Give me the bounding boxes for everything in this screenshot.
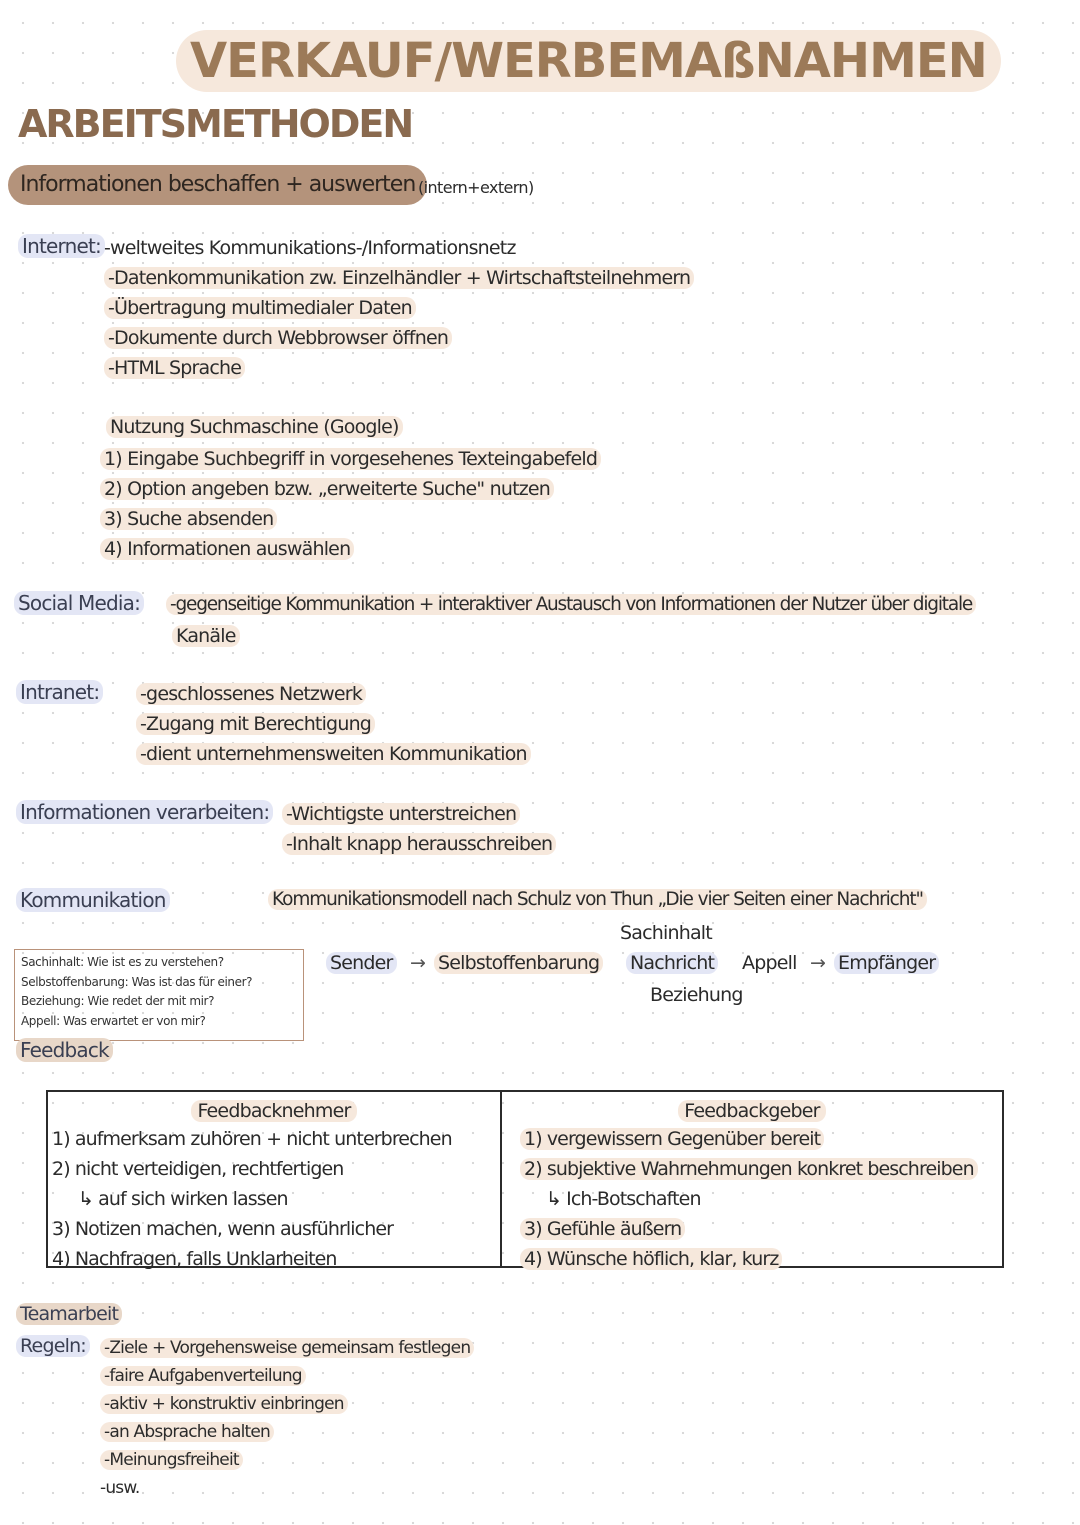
list-item-text: 1) Eingabe Suchbegriff in vorgesehenes Texteingabefeld [100, 448, 601, 470]
model-receiver [834, 948, 939, 978]
internet-list [104, 233, 694, 383]
list-item [100, 1362, 474, 1390]
intranet-label [16, 680, 103, 704]
list-item [100, 534, 601, 564]
rules-label-text: Regeln: [16, 1335, 90, 1357]
intranet-label-text: Intranet: [16, 680, 103, 704]
social-media-label [14, 591, 144, 615]
rules-label [16, 1335, 90, 1357]
info-banner: Informationen beschaffen + auswerten [8, 165, 427, 205]
list-item-text: 4) Informationen auswählen [100, 538, 354, 560]
table-row-text: 3) Gefühle äußern [520, 1218, 685, 1240]
table-row: 2) nicht verteidigen, rechtfertigen [52, 1158, 344, 1180]
tip-line: Sachinhalt: Wie ist es zu verstehen? [21, 955, 224, 969]
table-row: ↳ Ich-Botschaften [546, 1188, 701, 1210]
table-row [502, 1244, 1002, 1274]
list-item-text: -Meinungsfreiheit [100, 1450, 243, 1470]
list-item [100, 1334, 474, 1362]
social-media-label-text: Social Media: [14, 591, 144, 615]
search-heading [106, 412, 403, 442]
communication-label [16, 888, 170, 912]
model-self-revelation [434, 948, 603, 978]
list-item-text: -dient unternehmensweiten Kommunikation [136, 743, 531, 765]
list-item [136, 709, 531, 739]
list-item [136, 679, 531, 709]
internet-label [18, 234, 105, 258]
list-item [100, 1446, 474, 1474]
list-item-text: -Zugang mit Berechtigung [136, 713, 375, 735]
model-receiver-text: Empfänger [834, 952, 939, 974]
processing-label-text: Informationen verarbeiten: [16, 800, 273, 824]
tip-line: Beziehung: Wie redet der mit mir? [21, 994, 215, 1008]
list-item: -weltweites Kommunikations-/Informationsnetz [104, 237, 516, 259]
table-row: 1) aufmerksam zuhören + nicht unterbrechen [52, 1128, 452, 1150]
info-banner-note: (intern+extern) [418, 178, 534, 197]
feedback-label-text: Feedback [16, 1038, 113, 1062]
internet-label-text: Internet: [18, 234, 105, 258]
list-item [100, 1390, 474, 1418]
list-item-text: -an Absprache halten [100, 1422, 274, 1442]
feedback-table [46, 1090, 1004, 1268]
list-item-text: -Datenkommunikation zw. Einzelhändler + Wirtschaftsteilnehmern [104, 267, 694, 289]
model-message-text: Nachricht [626, 952, 718, 974]
list-item [136, 739, 531, 769]
table-row: 3) Notizen machen, wenn ausführlicher [52, 1218, 394, 1240]
table-row [502, 1214, 1002, 1244]
model-factual: Sachinhalt [620, 922, 712, 944]
list-item-text: -HTML Sprache [104, 357, 245, 379]
list-item-text: -Ziele + Vorgehensweise gemeinsam festlegen [100, 1338, 474, 1358]
list-item [104, 263, 694, 293]
table-row-text: 2) subjektive Wahrnehmungen konkret beschreiben [520, 1158, 978, 1180]
list-item [100, 444, 601, 474]
model-sender [326, 948, 397, 978]
table-row-text: 1) vergewissern Gegenüber bereit [520, 1128, 824, 1150]
feedback-receiver-column [48, 1092, 502, 1270]
intranet-list [136, 679, 531, 769]
section-title: ARBEITSMETHODEN [18, 102, 413, 146]
model-appeal: Appell [742, 952, 797, 974]
table-row-text: 4) Wünsche höflich, klar, kurz [520, 1248, 782, 1270]
social-media-text-line1 [166, 590, 976, 620]
table-row: 4) Nachfragen, falls Unklarheiten [52, 1248, 337, 1270]
processing-label [16, 800, 273, 824]
tip-line: Selbstoffenbarung: Was ist das für einer? [21, 974, 253, 989]
social-media-text-line2-highlight: Kanäle [172, 625, 240, 647]
list-item-text: -Wichtigste unterstreichen [282, 803, 520, 825]
list-item [100, 474, 601, 504]
processing-list [282, 799, 556, 859]
list-item [282, 799, 556, 829]
feedback-giver-title-text: Feedbackgeber [678, 1100, 825, 1122]
model-message [626, 948, 718, 978]
feedback-giver-column [502, 1092, 1002, 1270]
list-item [100, 504, 601, 534]
table-row [502, 1154, 1002, 1184]
feedback-label [16, 1038, 113, 1062]
list-item-text: 3) Suche absenden [100, 508, 277, 530]
communication-model-title [268, 885, 927, 915]
model-self-revelation-text: Selbstoffenbarung [434, 952, 603, 974]
search-steps [100, 444, 601, 564]
communication-label-text: Kommunikation [16, 888, 170, 912]
social-media-text-line2 [172, 621, 240, 651]
list-item-text: -geschlossenes Netzwerk [136, 683, 366, 705]
communication-tip-box [14, 949, 304, 1041]
tip-line: Appell: Was erwartet er von mir? [21, 1013, 206, 1028]
list-item [104, 293, 694, 323]
social-media-text-line1-highlight: -gegenseitige Kommunikation + interaktiver Austausch von Informationen der Nutzer über digitale [166, 594, 976, 615]
list-item-text: -Dokumente durch Webbrowser öffnen [104, 327, 452, 349]
rules-list [100, 1334, 474, 1502]
list-item-text: -faire Aufgabenverteilung [100, 1366, 306, 1386]
model-sender-text: Sender [326, 952, 397, 974]
teamwork-label [16, 1303, 122, 1325]
list-item-text: -Übertragung multimedialer Daten [104, 297, 416, 319]
feedback-giver-title [502, 1100, 1002, 1122]
feedback-receiver-title-text: Feedbacknehmer [191, 1100, 356, 1122]
table-row [502, 1124, 1002, 1154]
list-item-text: -Inhalt knapp herausschreiben [282, 833, 556, 855]
list-item [104, 323, 694, 353]
feedback-receiver-title [48, 1100, 500, 1122]
page-title: VERKAUF/WERBEMAßNAHMEN [176, 30, 1001, 92]
communication-model-title-text: Kommunikationsmodell nach Schulz von Thun „Die vier Seiten einer Nachricht" [268, 889, 927, 910]
model-arrow-2: → [810, 952, 826, 974]
teamwork-label-text: Teamarbeit [16, 1303, 122, 1325]
list-item: -usw. [100, 1478, 140, 1498]
model-relationship: Beziehung [650, 984, 743, 1006]
list-item [104, 353, 694, 383]
list-item [100, 1418, 474, 1446]
list-item-text: 2) Option angeben bzw. „erweiterte Suche" nutzen [100, 478, 554, 500]
list-item [282, 829, 556, 859]
list-item-text: -aktiv + konstruktiv einbringen [100, 1394, 348, 1414]
search-heading-text: Nutzung Suchmaschine (Google) [106, 416, 403, 438]
model-arrow-1: → [410, 952, 426, 974]
table-row: ↳ auf sich wirken lassen [78, 1188, 288, 1210]
